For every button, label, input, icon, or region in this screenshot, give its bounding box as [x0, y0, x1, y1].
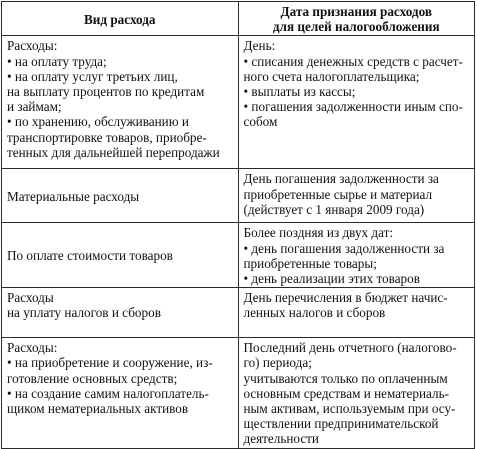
header-expense-type-label: Вид расхода: [83, 11, 156, 27]
cell-line: го) периода;: [243, 355, 312, 371]
cell-line: Материальные расходы: [7, 188, 140, 204]
table-row: [2, 169, 475, 223]
cell-line: приобретенные сырье и материал: [243, 186, 433, 202]
expense-type-cell: [2, 223, 239, 288]
table-row: [2, 338, 475, 448]
cell-line: транспортировке товаров, приобре-: [7, 129, 207, 145]
cell-line: основным средствам и нематериаль-: [243, 385, 449, 401]
cell-line: (действует с 1 января 2009 года): [243, 201, 425, 217]
header-recognition-date: [238, 2, 475, 36]
cell-line: День перечисления в бюджет начис-: [243, 290, 448, 306]
cell-line: • на оплату услуг третьих лиц,: [7, 68, 178, 84]
cell-line: Расходы:: [7, 38, 58, 54]
table-row: [2, 36, 475, 169]
cell-line: • день погашения задолженности за: [243, 240, 445, 256]
cell-line: • на оплату труда;: [7, 53, 107, 69]
cell-line: Последний день отчетного (налогово-: [243, 340, 457, 356]
header-recognition-date-line-1: Дата признания расходов: [280, 4, 432, 19]
expense-type-cell: [2, 288, 239, 338]
cell-line: тенных для дальнейшей перепродажи: [7, 144, 220, 160]
cell-line: на уплату налогов и сборов: [7, 305, 161, 321]
cell-line: приобретенные товары;: [243, 255, 377, 271]
cell-line: Расходы: [7, 290, 54, 306]
expense-type-cell: [2, 36, 239, 169]
expense-type-cell: [2, 338, 239, 448]
cell-line: По оплате стоимости товаров: [7, 248, 173, 264]
header-expense-type: [2, 2, 239, 36]
expense-type-cell: [2, 169, 239, 223]
cell-line: учитываются только по оплаченным: [243, 370, 448, 386]
recognition-date-cell: [238, 36, 475, 169]
cell-line: и займам;: [7, 99, 62, 115]
recognition-date-cell: [238, 223, 475, 288]
cell-line: • на создание самим налогоплатель-: [7, 385, 209, 401]
cell-line: • списания денежных средств с расчет-: [243, 53, 463, 69]
cell-line: на выплату процентов по кредитам: [7, 84, 205, 100]
table-header-row: [2, 2, 475, 36]
expense-recognition-table: [1, 1, 475, 449]
cell-line: ществлении предпринимательской: [243, 416, 439, 432]
cell-line: • день реализации этих товаров: [243, 271, 420, 287]
cell-line: День погашения задолженности за: [243, 171, 439, 187]
recognition-date-cell: [238, 169, 475, 223]
cell-line: готовление основных средств;: [7, 370, 178, 386]
header-recognition-date-line-2: для целей налогообложения: [272, 19, 440, 35]
recognition-date-cell: [238, 288, 475, 338]
recognition-date-cell: [238, 338, 475, 448]
cell-line: • на приобретение и сооружение, из-: [7, 355, 213, 371]
table-row: [2, 223, 475, 288]
cell-line: ным активам, используемым при осу-: [243, 401, 456, 417]
cell-line: Расходы:: [7, 340, 58, 356]
table-row: [2, 288, 475, 338]
cell-line: • по хранению, обслуживанию и: [7, 114, 189, 130]
cell-line: щиком нематериальных активов: [7, 401, 189, 417]
cell-line: Более поздняя из двух дат:: [243, 225, 394, 241]
cell-line: День:: [243, 38, 276, 54]
cell-line: • выплаты из кассы;: [243, 84, 356, 100]
cell-line: ного счета налогоплательщика;: [243, 68, 420, 84]
cell-line: деятельности: [243, 431, 319, 447]
cell-line: собом: [243, 114, 278, 130]
cell-line: ленных налогов и сборов: [243, 305, 386, 321]
cell-line: • погашения задолженности иным спо-: [243, 99, 463, 115]
